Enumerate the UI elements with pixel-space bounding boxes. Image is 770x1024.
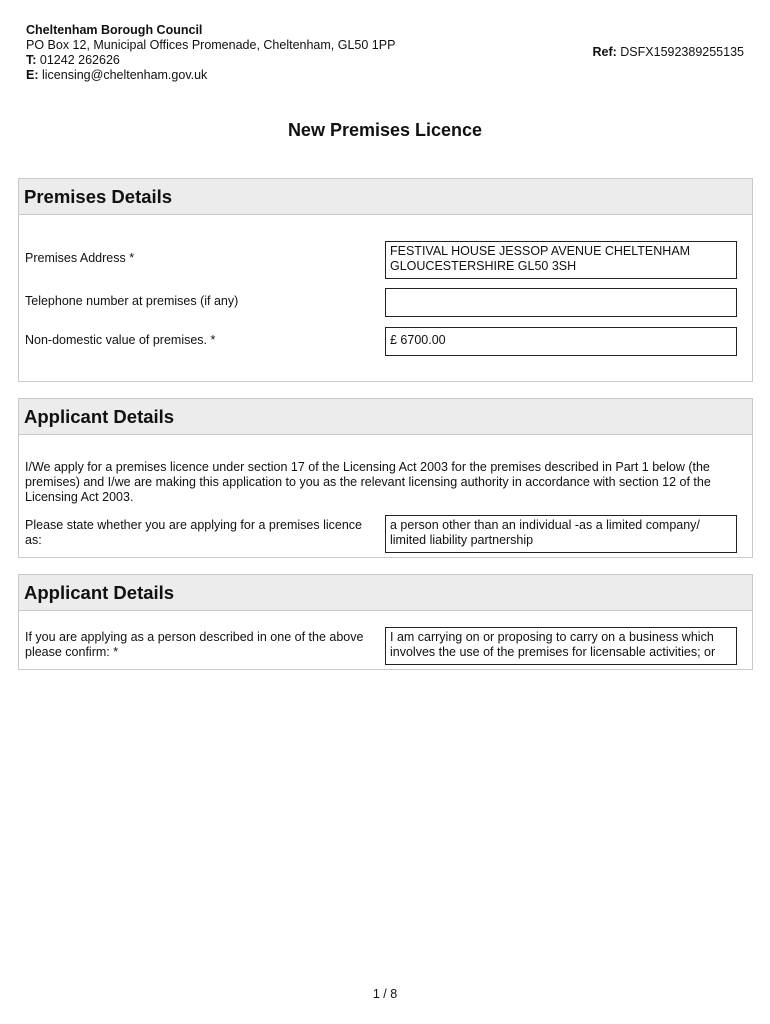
premises-address-field[interactable]: FESTIVAL HOUSE JESSOP AVENUE CHELTENHAM GLOUCESTERSHIRE GL50 3SH — [385, 241, 737, 279]
council-header — [26, 23, 395, 83]
phone-number: 01242 262626 — [39, 53, 120, 67]
phone-label: T: — [26, 53, 37, 67]
reference-label: Ref: — [592, 45, 617, 59]
council-email — [26, 68, 395, 83]
applicant-confirm-field[interactable]: I am carrying on or proposing to carry on a business which involves the use of the premises for licensable activities; or — [385, 627, 737, 665]
premises-details-section — [18, 178, 753, 382]
page-title: New Premises Licence — [287, 120, 483, 140]
applicant-confirm-label: If you are applying as a person described in one of the above please confirm: * — [25, 630, 364, 659]
council-address: PO Box 12, Municipal Offices Promenade, Cheltenham, GL50 1PP — [26, 38, 396, 52]
premises-value-label: Non-domestic value of premises. * — [25, 333, 216, 347]
council-name: Cheltenham Borough Council — [26, 23, 203, 37]
applicant-type-label: Please state whether you are applying for a premises licence as: — [25, 518, 362, 547]
applicant-confirm-heading: Applicant Details — [19, 575, 752, 611]
premises-phone-label: Telephone number at premises (if any) — [25, 294, 239, 308]
premises-address-label: Premises Address * — [25, 251, 135, 265]
applicant-type-field[interactable]: a person other than an individual -as a limited company/ limited liability partnership — [385, 515, 737, 553]
council-phone — [26, 53, 395, 68]
page-number: 1 / 8 — [372, 987, 398, 1001]
applicant-details-heading: Applicant Details — [19, 399, 752, 435]
email-address: licensing@cheltenham.gov.uk — [41, 68, 208, 82]
applicant-details-section — [18, 398, 753, 558]
reference — [592, 45, 744, 59]
reference-number: DSFX1592389255135 — [620, 45, 744, 59]
email-label: E: — [26, 68, 39, 82]
premises-details-heading: Premises Details — [19, 179, 752, 215]
premises-value-field[interactable]: £ 6700.00 — [385, 327, 737, 356]
application-statement: I/We apply for a premises licence under section 17 of the Licensing Act 2003 for the premises described in Part 1 below (the premises) and I/we are making this application to you as the relevant licensing authority in accordance with section 12 of the Licensing Act 2003. — [25, 460, 711, 504]
premises-phone-field[interactable] — [385, 288, 737, 317]
applicant-confirm-section — [18, 574, 753, 670]
